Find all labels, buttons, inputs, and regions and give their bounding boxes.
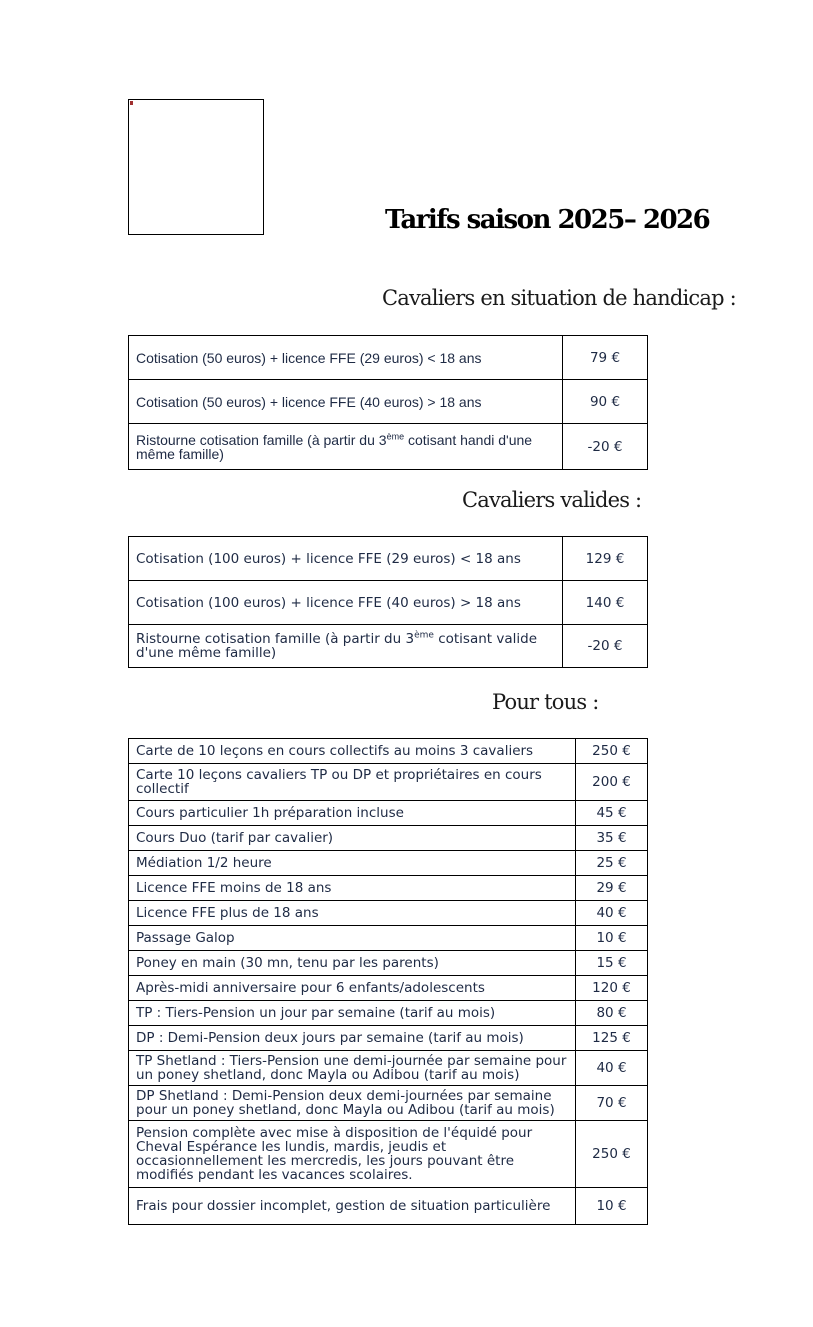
- table-handicap: [128, 335, 648, 470]
- table-row: [129, 901, 648, 926]
- table-row: [129, 424, 648, 470]
- table-pour-tous: [128, 738, 648, 1225]
- table-row: [129, 380, 648, 424]
- row-label: Passage Galop: [129, 926, 576, 951]
- table-row: [129, 976, 648, 1001]
- row-price: 29 €: [576, 876, 648, 901]
- row-label: Cotisation (50 euros) + licence FFE (40 euros) > 18 ans: [129, 380, 563, 424]
- ristourne-text: Ristourne cotisation famille (à partir du 3: [136, 431, 387, 448]
- row-price: 40 €: [576, 901, 648, 926]
- row-label: Après-midi anniversaire pour 6 enfants/adolescents: [129, 976, 576, 1001]
- row-price: 250 €: [576, 739, 648, 764]
- row-label: Frais pour dossier incomplet, gestion de situation particulière: [129, 1188, 576, 1225]
- row-price: 129 €: [563, 537, 648, 581]
- logo-mark: [130, 101, 133, 105]
- row-label: Licence FFE moins de 18 ans: [129, 876, 576, 901]
- row-label: TP : Tiers-Pension un jour par semaine (tarif au mois): [129, 1001, 576, 1026]
- row-price: 80 €: [576, 1001, 648, 1026]
- table-row: [129, 826, 648, 851]
- row-price: 45 €: [576, 801, 648, 826]
- row-label: Cotisation (100 euros) + licence FFE (40 euros) > 18 ans: [129, 581, 563, 625]
- table-row: [129, 876, 648, 901]
- row-label: Carte 10 leçons cavaliers TP ou DP et propriétaires en cours collectif: [129, 764, 576, 801]
- row-price: 15 €: [576, 951, 648, 976]
- ristourne-text-end: cotisant handi d'une même famille): [136, 431, 533, 462]
- row-price: 70 €: [576, 1086, 648, 1121]
- row-label: Cotisation (100 euros) + licence FFE (29 euros) < 18 ans: [129, 537, 563, 581]
- table-row: [129, 926, 648, 951]
- row-label: Pension complète avec mise à disposition de l'équidé pour Cheval Espérance les lundis, mardis, jeudis et occasionnellement les mercredis, les jours pouvant être modifiés pendant les vacances scolaires.: [129, 1121, 576, 1188]
- table-row: [129, 1121, 648, 1188]
- row-price: 79 €: [563, 336, 648, 380]
- row-price: 120 €: [576, 976, 648, 1001]
- table-row: [129, 851, 648, 876]
- table-row: [129, 764, 648, 801]
- row-price: 35 €: [576, 826, 648, 851]
- row-label-ristourne: [129, 625, 563, 668]
- row-price: 90 €: [563, 380, 648, 424]
- row-price: -20 €: [563, 424, 648, 470]
- page-title: Tarifs saison 2025– 2026: [385, 205, 710, 235]
- ristourne-text-end: cotisant valide d'une même famille): [136, 631, 538, 661]
- table-row: [129, 1086, 648, 1121]
- row-label: Cours particulier 1h préparation incluse: [129, 801, 576, 826]
- row-label: DP : Demi-Pension deux jours par semaine (tarif au mois): [129, 1026, 576, 1051]
- row-price: 10 €: [576, 1188, 648, 1225]
- section-heading-valides: Cavaliers valides :: [462, 488, 642, 512]
- table-row: [129, 801, 648, 826]
- table-row: [129, 739, 648, 764]
- table-row: [129, 1051, 648, 1086]
- row-label: Médiation 1/2 heure: [129, 851, 576, 876]
- ordinal-superscript: ème: [414, 630, 434, 641]
- table-row: [129, 1001, 648, 1026]
- row-label: Carte de 10 leçons en cours collectifs au moins 3 cavaliers: [129, 739, 576, 764]
- row-label-ristourne: [129, 424, 563, 470]
- table-row: [129, 537, 648, 581]
- row-price: 125 €: [576, 1026, 648, 1051]
- row-price: 250 €: [576, 1121, 648, 1188]
- table-row: [129, 951, 648, 976]
- row-label: TP Shetland : Tiers-Pension une demi-journée par semaine pour un poney shetland, donc Mayla ou Adibou (tarif au mois): [129, 1051, 576, 1086]
- row-price: 200 €: [576, 764, 648, 801]
- row-label: Poney en main (30 mn, tenu par les parents): [129, 951, 576, 976]
- table-row: [129, 625, 648, 668]
- row-price: 10 €: [576, 926, 648, 951]
- row-label: Licence FFE plus de 18 ans: [129, 901, 576, 926]
- table-row: [129, 1026, 648, 1051]
- row-price: -20 €: [563, 625, 648, 668]
- table-row: [129, 336, 648, 380]
- table-row: [129, 1188, 648, 1225]
- row-price: 25 €: [576, 851, 648, 876]
- row-price: 140 €: [563, 581, 648, 625]
- table-row: [129, 581, 648, 625]
- row-label: Cours Duo (tarif par cavalier): [129, 826, 576, 851]
- row-label: DP Shetland : Demi-Pension deux demi-journées par semaine pour un poney shetland, donc Mayla ou Adibou (tarif au mois): [129, 1086, 576, 1121]
- ristourne-text: Ristourne cotisation famille (à partir du 3: [136, 631, 415, 647]
- ordinal-superscript: ème: [386, 430, 405, 441]
- section-heading-handicap: Cavaliers en situation de handicap :: [382, 286, 736, 310]
- logo-placeholder: [128, 99, 264, 235]
- row-label: Cotisation (50 euros) + licence FFE (29 euros) < 18 ans: [129, 336, 563, 380]
- table-valides: [128, 536, 648, 668]
- section-heading-pour-tous: Pour tous :: [492, 690, 599, 714]
- row-price: 40 €: [576, 1051, 648, 1086]
